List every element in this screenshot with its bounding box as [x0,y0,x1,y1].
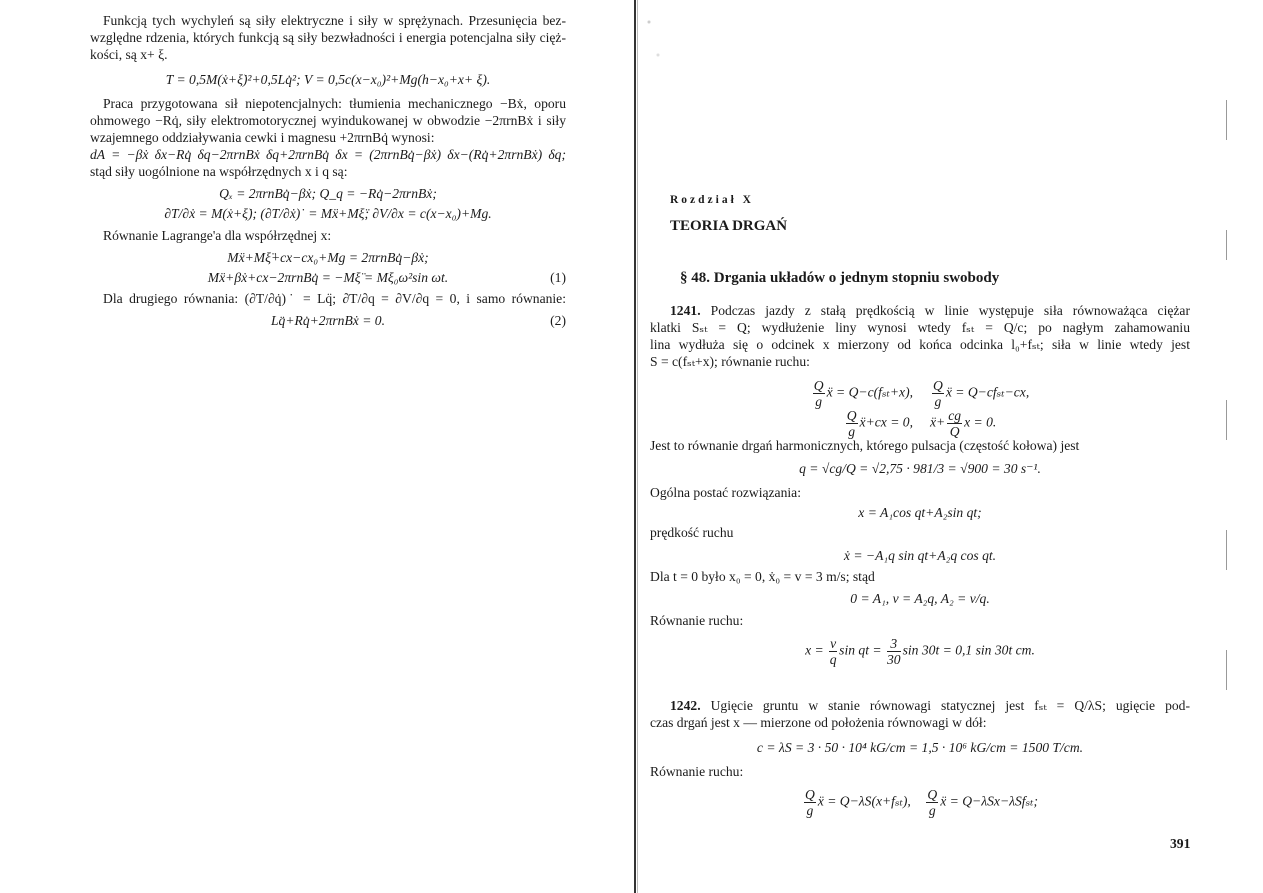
expr: sin 30t = 0,1 sin 30t cm. [902,642,1035,658]
denominator: g [934,394,942,409]
equation-work: dA = −βẋ δx−Rq̇ δq−2πrnBẋ δq+2πrnBq̇ δx = (2πrnBq̇−βẋ) δx−(Rq̇+2πrnBẋ) δq; [90,147,566,162]
fraction [947,408,962,439]
text-line: Praca przygotowana sił niepotencjalnych: tłumienia mechanicznego −Bẋ, oporu [103,96,566,111]
problem-1242-line [650,697,1190,714]
denominator: g [806,803,814,818]
expr: x = 0. [964,414,997,430]
equation-stiffness: c = λS = 3 · 50 · 10⁴ kG/cm = 1,5 · 10⁶ kG/cm = 1500 T/cm. [756,740,1084,755]
text-line: Funkcją tych wychyleń są siły elektryczne i siły w sprężynach. Przesunięcia bez- [103,13,566,28]
expr: ẍ+ [930,414,946,430]
numerator: cg [948,408,962,423]
book-spine [634,0,636,893]
numerator: Q [846,408,857,423]
expr: ẍ = Q−λS(x+fₛₜ), [817,793,911,809]
chapter-title: TEORIA DRGAŃ [670,218,788,234]
text-line: ohmowego −Rq̇, siły elektromotorycznej wyindukowanej w obwodzie −2πrnBẋ i siły [90,113,566,128]
numerator: Q [804,787,815,802]
denominator: Q [949,424,960,439]
text-line: Jest to równanie drgań harmonicznych, którego pulsacja (częstość kołowa) jest [650,438,1080,453]
denominator: g [815,394,823,409]
page-edge-mark [1226,530,1227,570]
text-line: Równanie ruchu: [650,613,744,628]
equation-generalized-forces: Qₓ = 2πrnBq̇−βẋ; Q_q = −Rq̇−2πrnBẋ; [219,186,437,201]
expr: ẍ+cx = 0, [859,414,913,430]
fraction [813,378,825,409]
page-edge-mark [1226,100,1227,140]
problem-number: 1242. [670,698,701,713]
expr: x = [805,642,824,658]
equation-number: (2) [550,313,566,328]
book-spine-shadow [637,0,638,893]
problem-1241-line [650,302,1190,319]
expr: ẍ = Q−λSx−λSfₛₜ; [940,793,1039,809]
text-line: wzajemnego oddziaływania cewki i magnesu +2πrnBq̇ wynosi: [90,130,435,145]
text-line: kości, są x+ ξ. [90,47,168,62]
problem-number: 1241. [670,303,701,318]
text-line: lina wydłuża się o odcinek x mierzony od końca odcinka l₀+fₛₜ; siła w linie wtedy jest [650,337,1190,352]
equation-pulsation: q = √cg/Q = √2,75 · 981/3 = √900 = 30 s⁻¹. [799,461,1041,476]
text-line: czas drgań jest x — mierzone od położenia równowagi w dół: [650,715,987,730]
page-edge-mark [1226,230,1227,260]
page-edge-mark [1226,400,1227,440]
expr: ẍ = Q−c(fₛₜ+x), [826,384,914,400]
denominator: 30 [887,652,901,667]
fraction [926,787,938,818]
fraction [932,378,944,409]
page-number: 391 [1170,836,1191,851]
numerator: Q [933,378,943,393]
equation-motion-a [650,378,1190,409]
text-line: Równanie ruchu: [650,764,744,779]
text-line: Dla t = 0 było x₀ = 0, ẋ₀ = v = 3 m/s; stąd [650,569,875,584]
numerator: Q [927,787,938,802]
equation-2 [90,312,566,329]
text: Podczas jazdy z stałą prędkością w linie występuje siła równoważąca ciężar [700,303,1190,318]
equation-lagrange: Mẍ+Mξ̈+cx−cx₀+Mg = 2πrnBq̇−βẋ; [227,250,429,265]
fraction [804,787,816,818]
equation-velocity: ẋ = −A₁q sin qt+A₂q cos qt. [843,548,997,563]
text-line: względne rdzenia, których funkcją są siły bezwładności i energia potencjalna siły cięż- [90,30,566,45]
equation-energy: T = 0,5M(ẋ+ξ̇)²+0,5Lq̇²; V = 0,5c(x−x₀)²+Mg(h−x₀+x+ ξ). [165,72,491,87]
denominator: q [829,652,837,667]
text-line: Równanie Lagrange'a dla współrzędnej x: [103,228,332,243]
equation-motion-b [650,408,1190,439]
text-line: Ogólna postać rozwiązania: [650,485,801,500]
text-line: prędkość ruchu [650,525,734,540]
expr: sin qt = [839,642,882,658]
page-edge-mark [1226,650,1227,690]
fraction [829,636,837,667]
numerator: v [830,636,837,651]
equation-1-body: Mẍ+βẋ+cx−2πrnBq̇ = −Mξ̈ = Mξ₀ω²sin ωt. [207,270,449,285]
equation-general-solution: x = A₁cos qt+A₂sin qt; [858,505,982,520]
fraction [846,408,858,439]
denominator: g [928,803,936,818]
fraction [887,636,901,667]
chapter-label: Rozdział X [670,194,754,206]
expr: ẍ = Q−cfₛₜ−cx, [945,384,1030,400]
equation-number: (1) [550,270,566,285]
numerator: Q [813,378,824,393]
equation-2-body: Lq̈+Rq̇+2πrnBẋ = 0. [270,313,385,328]
equation-motion-solution [650,636,1190,667]
equation-motion-ground [650,787,1190,818]
equation-derivatives: ∂T/∂ẋ = M(ẋ+ξ̇); (∂T/∂ẋ)˙ = Mẍ+Mξ̈; ∂V/∂x = c(x−x₀)+Mg. [164,206,492,221]
text-line: klatki Sₛₜ = Q; wydłużenie liny wynosi wtedy fₛₜ = Q/c; po nagłym zahamowaniu [650,320,1190,335]
section-heading: § 48. Drgania układów o jednym stopniu swobody [680,270,1000,286]
denominator: g [848,424,856,439]
text: Ugięcie gruntu w stanie równowagi statycznej jest fₛₜ = Q/λS; ugięcie pod- [700,698,1190,713]
scan-noise [640,0,670,110]
text-line: Dla drugiego równania: (∂T/∂q̇)˙ = Lq̈; ∂T/∂q = ∂V/∂q = 0, i samo równanie: [103,291,566,306]
equation-1 [90,269,566,286]
text-line: stąd siły uogólnione na współrzędnych x i q są: [90,164,348,179]
numerator: 3 [887,636,901,652]
text-line: S = c(fₛₜ+x); równanie ruchu: [650,354,810,369]
equation-constants: 0 = A₁, v = A₂q, A₂ = v/q. [850,591,990,606]
